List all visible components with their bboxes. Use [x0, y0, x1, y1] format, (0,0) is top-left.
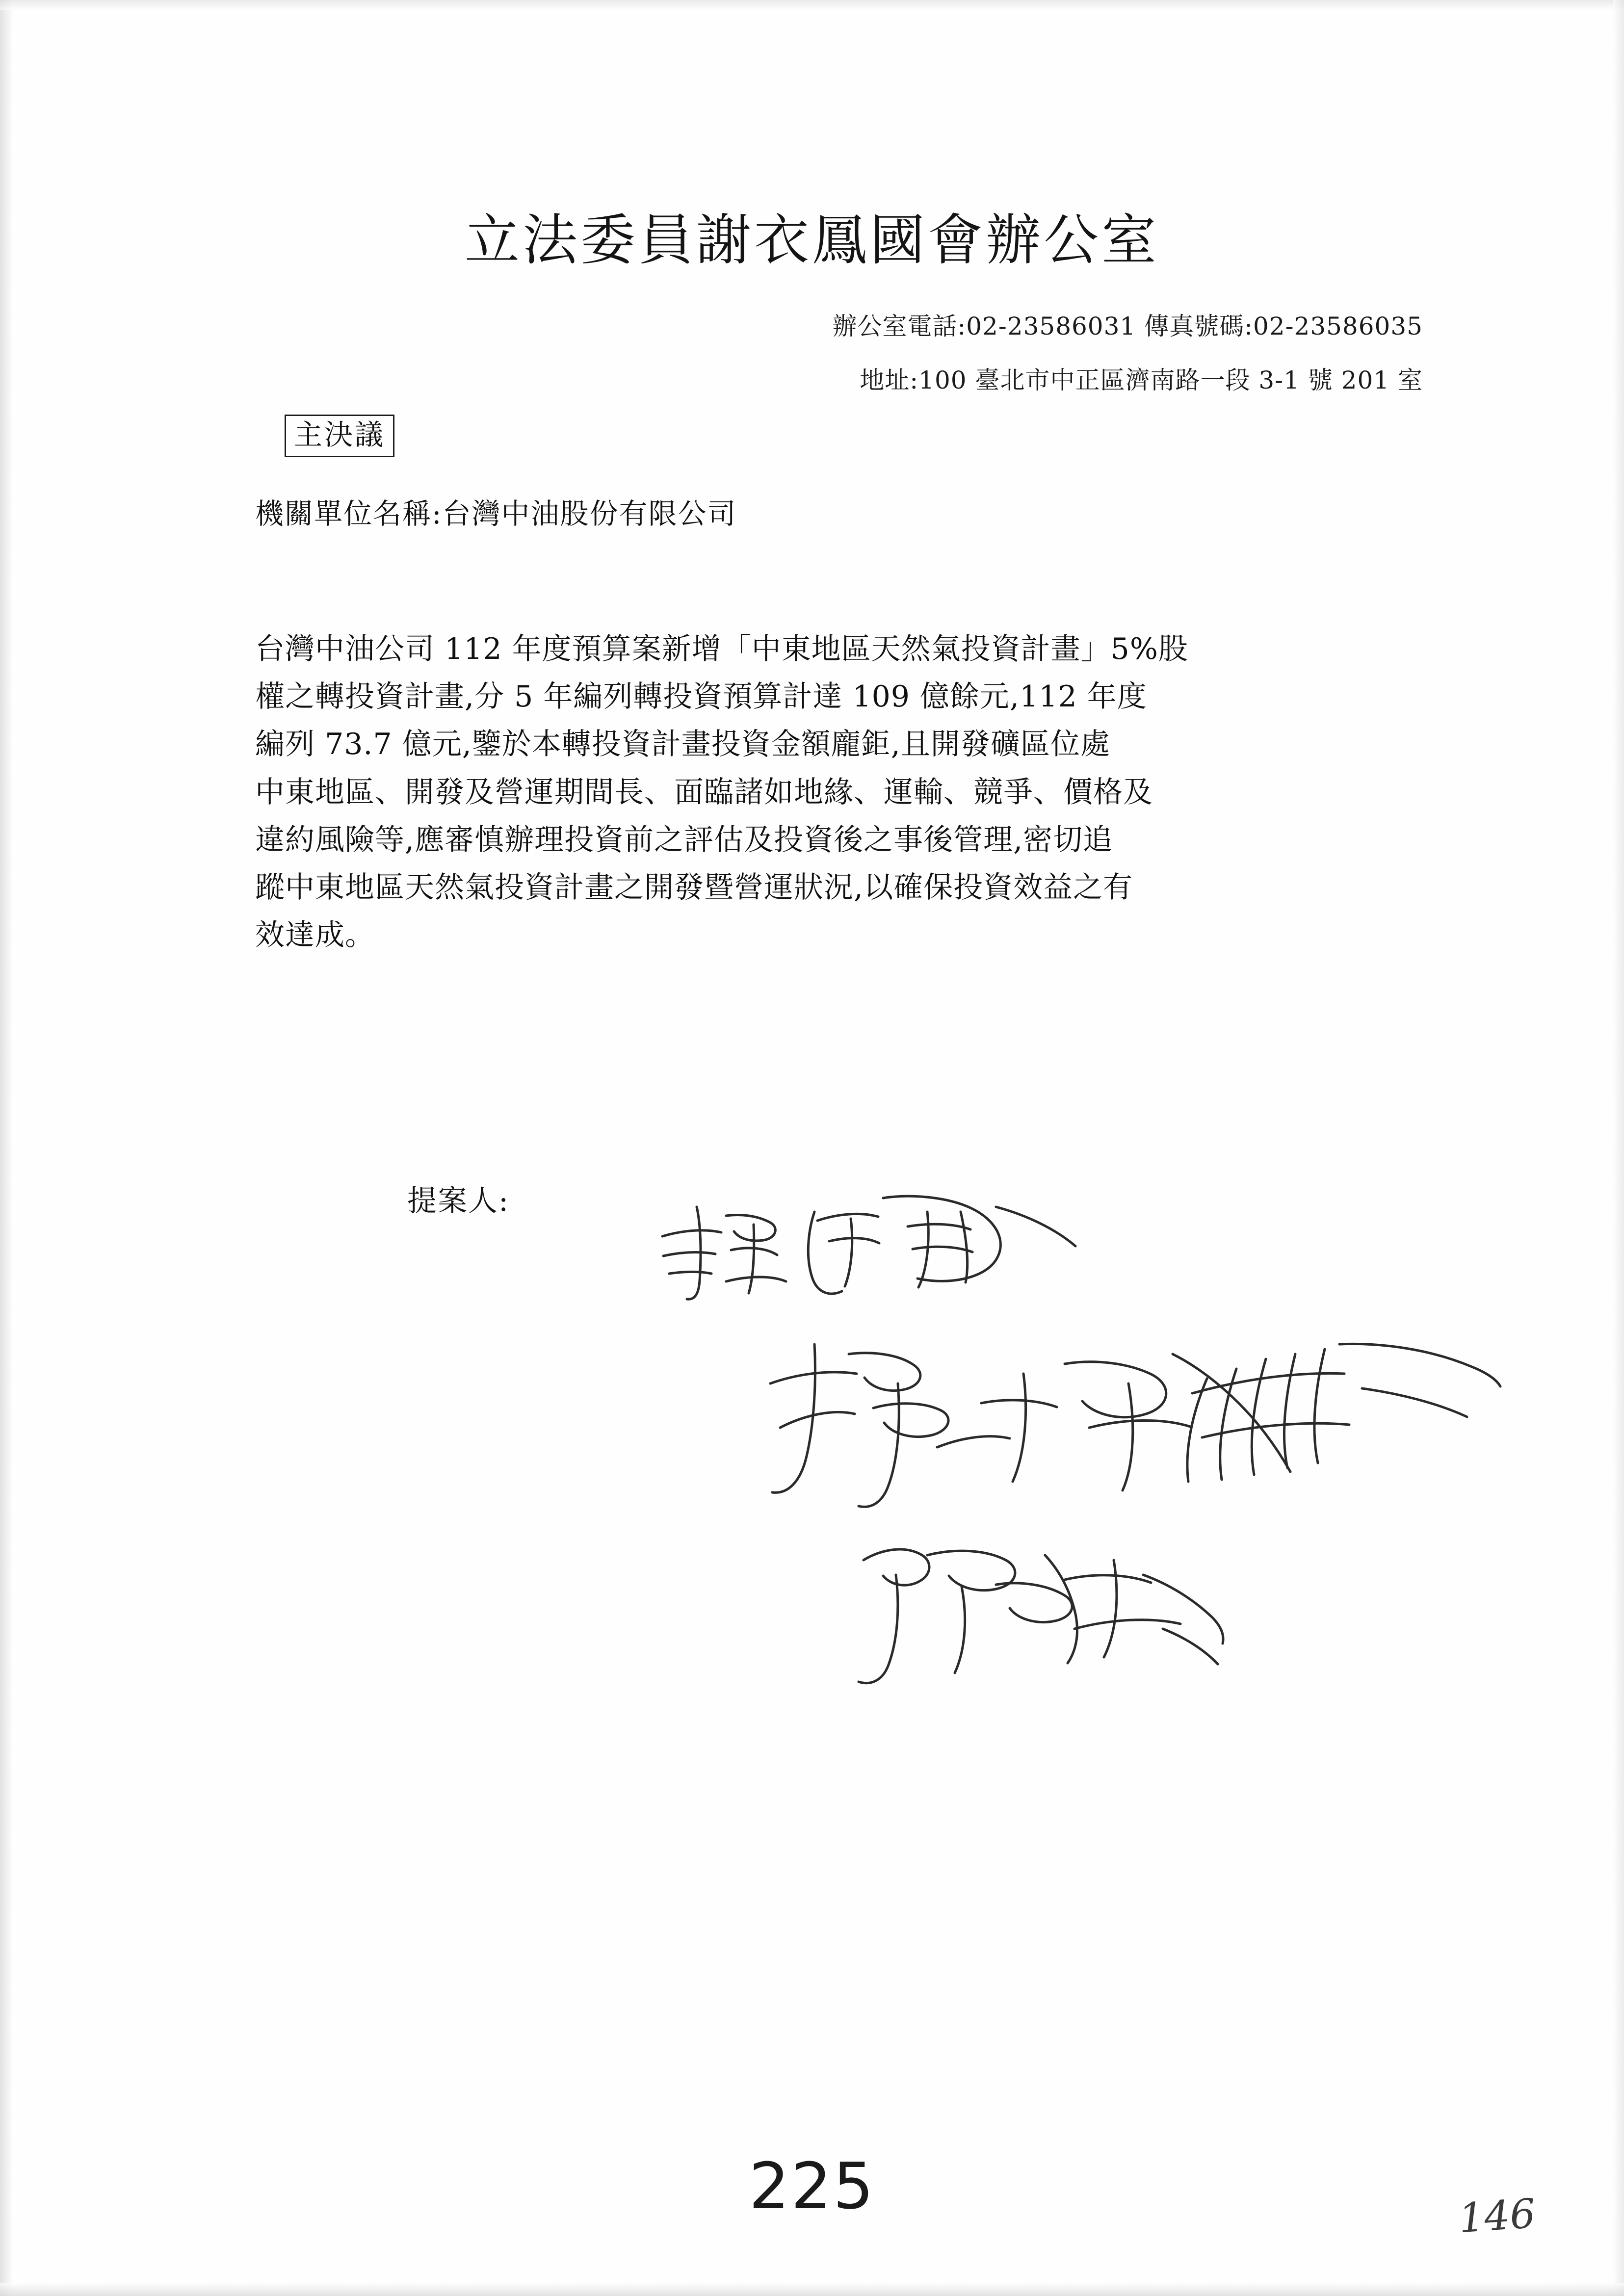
- letterhead-address: 地址:100 臺北市中正區濟南路一段 3-1 號 201 室: [860, 366, 1423, 394]
- body-line: 蹤中東地區天然氣投資計畫之開發暨營運狀況,以確保投資效益之有: [255, 870, 1133, 905]
- body-line: 中東地區、開發及營運期間長、面臨諸如地緣、運輸、競爭、價格及: [255, 775, 1153, 809]
- letterhead-phone: 辦公室電話:02-23586031 傳真號碼:02-23586035: [832, 312, 1423, 340]
- body-line: 權之轉投資計畫,分 5 年編列轉投資預算計達 109 億餘元,112 年度: [255, 679, 1147, 714]
- page-number: 225: [749, 2149, 875, 2223]
- body-line: 編列 73.7 億元,鑒於本轉投資計畫投資金額龐鉅,且開發礦區位處: [255, 727, 1110, 762]
- signature-area: [0, 1128, 1624, 1815]
- resolution-type-box: 主決議: [285, 415, 394, 457]
- body-line: 台灣中油公司 112 年度預算案新增「中東地區天然氣投資計畫」5%股: [255, 632, 1188, 666]
- signature-1: [653, 1177, 1084, 1315]
- resolution-body: [255, 626, 1413, 959]
- handwritten-page-number: 146: [1457, 2190, 1538, 2243]
- letterhead-title: 立法委員謝衣鳳國會辦公室: [465, 209, 1159, 272]
- signature-2: [751, 1325, 1506, 1531]
- agency-name-line: 機關單位名稱:台灣中油股份有限公司: [255, 497, 737, 530]
- body-line: 違約風險等,應審慎辦理投資前之評估及投資後之事後管理,密切追: [255, 822, 1113, 857]
- proposer-label: 提案人:: [407, 1184, 510, 1218]
- body-line: 效達成。: [255, 918, 375, 953]
- signature-3: [849, 1526, 1231, 1688]
